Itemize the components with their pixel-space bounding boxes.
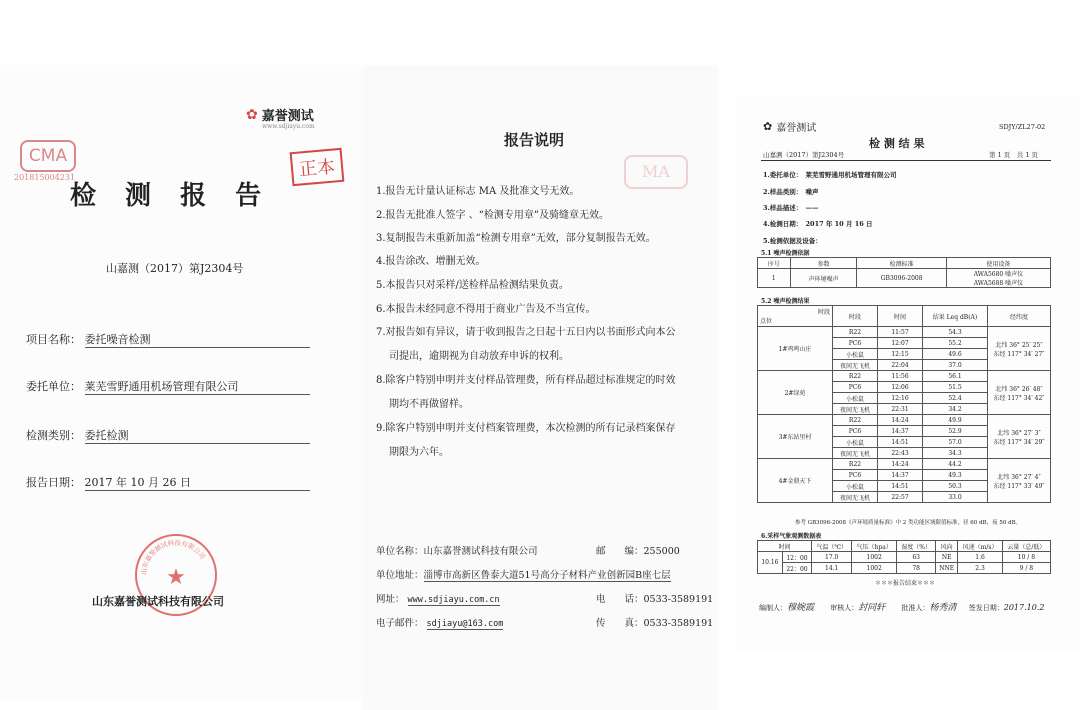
note-item: 5.本报告只对采样/送检样品检测结果负责。 bbox=[376, 280, 569, 291]
report-title: 检 测 报 告 bbox=[70, 181, 272, 211]
section-6: 6.采样气象观测数据表 bbox=[761, 533, 822, 540]
note-item: 7.对报告如有异议，请于收到报告之日起十五日内以书面形式向本公 bbox=[376, 327, 676, 338]
notes-title: 报告说明 bbox=[504, 131, 565, 149]
faint-ma-stamp: MA bbox=[624, 155, 688, 189]
weather-header: 云量（总/低） bbox=[1002, 541, 1050, 552]
field-label: 检测类别： bbox=[26, 429, 81, 442]
table-row bbox=[758, 459, 1051, 470]
form-code: SDJY/ZL27-02 bbox=[999, 123, 1046, 131]
coordinate-cell bbox=[988, 371, 1051, 415]
latitude: 北纬 36° 27′ 3″ bbox=[997, 429, 1041, 437]
leq-cell: 33.0 bbox=[923, 492, 988, 503]
table-row bbox=[758, 327, 1051, 338]
note-item: 1.报告无计量认证标志 MA 及批准文号无效。 bbox=[376, 186, 580, 197]
info-line: 4.检测日期： 2017 年 10 月 16 日 bbox=[763, 220, 873, 228]
results-table bbox=[757, 305, 1051, 503]
weather-header: 风向 bbox=[936, 541, 958, 552]
issue-date: 2017.10.2 bbox=[1003, 603, 1045, 612]
period-cell: 夜间无飞机 bbox=[833, 360, 878, 371]
time-cell: 12:15 bbox=[878, 349, 923, 360]
contact-email: 电子邮件： sdjiayu@163.com bbox=[376, 618, 504, 629]
results-header: 时间 bbox=[878, 306, 923, 327]
field-label: 项目名称： bbox=[26, 333, 81, 346]
basis-table bbox=[757, 257, 1051, 288]
results-header: 时段 bbox=[833, 306, 878, 327]
report-end-note: ＊＊＊报告结束＊＊＊ bbox=[875, 580, 936, 587]
header-rule bbox=[761, 160, 1051, 161]
site-cell: 3#东站里村 bbox=[758, 415, 833, 459]
logo-icon: ✿ bbox=[246, 106, 258, 123]
weather-header: 湿度（%） bbox=[897, 541, 936, 552]
basis-cell: 1 bbox=[758, 269, 791, 288]
info-line: 2.样品类别： 噪声 bbox=[763, 188, 819, 196]
company-logo bbox=[246, 105, 314, 124]
company-name: 山东嘉誉测试科技有限公司 bbox=[92, 595, 224, 608]
field-label: 报告日期： bbox=[26, 476, 81, 489]
weather-date: 10.16 bbox=[758, 552, 783, 574]
field-value: 莱芜雪野通用机场管理有限公司 bbox=[85, 378, 310, 395]
leq-cell: 34.2 bbox=[923, 404, 988, 415]
basis-cell: GB3096-2008 bbox=[857, 269, 946, 288]
basis-header: 序号 bbox=[758, 258, 791, 269]
logo-text: 嘉誉测试 bbox=[261, 109, 314, 124]
basis-header: 参数 bbox=[790, 258, 857, 269]
report-notes-page bbox=[362, 65, 718, 710]
results-logo bbox=[763, 119, 816, 134]
longitude: 东经 117° 34′ 42″ bbox=[993, 394, 1045, 402]
leq-cell: 52.9 bbox=[923, 426, 988, 437]
weather-cell: 22：00 bbox=[782, 563, 811, 574]
contact-unit: 单位名称：山东嘉誉测试科技有限公司 bbox=[376, 546, 538, 557]
time-cell: 14:24 bbox=[878, 459, 923, 470]
time-cell: 14:51 bbox=[878, 481, 923, 492]
period-cell: PC6 bbox=[833, 338, 878, 349]
period-cell: 夜间无飞机 bbox=[833, 404, 878, 415]
field-value: 委托检测 bbox=[85, 427, 310, 444]
page-info: 第 1 页 共 1 页 bbox=[989, 151, 1039, 159]
note-item: 期均不再做留样。 bbox=[389, 399, 469, 410]
reference-note: 参考 GB3096-2008《声环境质量标准》中 2 类功能区域限值标准，昼 60 dB，夜 50 dB。 bbox=[795, 520, 1022, 526]
logo-text: 嘉誉测试 bbox=[776, 123, 817, 134]
logo-icon: ✿ bbox=[763, 120, 773, 133]
leq-cell: 44.2 bbox=[923, 459, 988, 470]
time-cell: 14:51 bbox=[878, 437, 923, 448]
field-value: 2017 年 10 月 26 日 bbox=[85, 474, 310, 491]
results-report-no: 山嘉测（2017）第J2304号 bbox=[763, 151, 845, 159]
cma-stamp: CMA bbox=[20, 140, 76, 172]
time-cell: 12:16 bbox=[878, 393, 923, 404]
weather-cell: NNE bbox=[936, 563, 958, 574]
weather-cell: 10 / 8 bbox=[1002, 552, 1050, 563]
field-label: 委托单位： bbox=[26, 380, 81, 393]
leq-cell: 50.3 bbox=[923, 481, 988, 492]
leq-cell: 49.6 bbox=[923, 349, 988, 360]
weather-cell: NE bbox=[936, 552, 958, 563]
signature-line: 编制人：穆婉霞 审核人：封同轩 批准人：杨秀清 签发日期：2017.10.2 bbox=[759, 603, 1045, 613]
leq-cell: 56.1 bbox=[923, 371, 988, 382]
contact-phone: 电 话：0533-3589191 bbox=[596, 594, 714, 605]
weather-cell: 9 / 8 bbox=[1002, 563, 1050, 574]
original-stamp: 正本 bbox=[290, 148, 345, 186]
leq-cell: 49.3 bbox=[923, 470, 988, 481]
period-cell: PC6 bbox=[833, 470, 878, 481]
note-item: 司提出，逾期视为自动放弃申诉的权利。 bbox=[389, 351, 569, 362]
leq-cell: 52.4 bbox=[923, 393, 988, 404]
weather-table bbox=[757, 540, 1051, 574]
field-category bbox=[26, 427, 310, 444]
basis-header: 使用设备 bbox=[946, 258, 1050, 269]
note-item: 2.报告无批准人签字 、“检测专用章”及骑缝章无效。 bbox=[376, 210, 609, 221]
weather-cell: 12：00 bbox=[782, 552, 811, 563]
weather-header: 时间 bbox=[758, 541, 812, 552]
period-cell: R22 bbox=[833, 371, 878, 382]
time-cell: 22:43 bbox=[878, 448, 923, 459]
period-cell: PC6 bbox=[833, 382, 878, 393]
time-cell: 22:04 bbox=[878, 360, 923, 371]
time-cell: 11:56 bbox=[878, 371, 923, 382]
period-cell: PC6 bbox=[833, 426, 878, 437]
results-header: 结果 Leq dB(A) bbox=[923, 306, 988, 327]
basis-cell bbox=[946, 269, 1050, 288]
contact-address: 单位地址：淄博市高新区鲁泰大道51号高分子材料产业创新园B座七层 bbox=[376, 570, 671, 581]
email-link[interactable]: sdjiayu@163.com bbox=[426, 619, 504, 629]
results-header-period-site: 时段 点位 bbox=[758, 306, 833, 327]
period-cell: 夜间无飞机 bbox=[833, 448, 878, 459]
test-results-page bbox=[735, 95, 1080, 650]
time-cell: 12:07 bbox=[878, 338, 923, 349]
leq-cell: 51.5 bbox=[923, 382, 988, 393]
coordinate-cell bbox=[988, 459, 1051, 503]
time-cell: 12:06 bbox=[878, 382, 923, 393]
leq-cell: 49.9 bbox=[923, 415, 988, 426]
contact-fax: 传 真：0533-3589191 bbox=[596, 618, 714, 629]
seal-text: 山东嘉誉测试科技有限公司 bbox=[139, 538, 207, 576]
info-line: 5.检测依据及设备： bbox=[763, 237, 822, 245]
weather-cell: 1.6 bbox=[958, 552, 1003, 563]
period-cell: 小松鼠 bbox=[833, 481, 878, 492]
longitude: 东经 117° 34′ 27″ bbox=[993, 350, 1045, 358]
editor-signature: 穆婉霞 bbox=[787, 603, 815, 613]
period-cell: R22 bbox=[833, 459, 878, 470]
site-cell: 1#鸡鸣山庄 bbox=[758, 327, 833, 371]
contact-postcode: 邮 编：255000 bbox=[596, 546, 680, 557]
device-1: AWA5680 噪声仪 bbox=[973, 271, 1024, 278]
period-cell: R22 bbox=[833, 415, 878, 426]
time-cell: 22:31 bbox=[878, 404, 923, 415]
table-row bbox=[758, 371, 1051, 382]
note-item: 6.本报告未经同意不得用于商业广告及不当宣传。 bbox=[376, 304, 596, 315]
results-title: 检 测 结 果 bbox=[869, 137, 925, 150]
seal-star-icon: ★ bbox=[166, 565, 186, 590]
latitude: 北纬 36° 26′ 48″ bbox=[995, 385, 1043, 393]
results-header-row bbox=[758, 306, 1051, 327]
period-cell: 小松鼠 bbox=[833, 437, 878, 448]
weather-cell: 78 bbox=[897, 563, 936, 574]
time-cell: 11:57 bbox=[878, 327, 923, 338]
time-cell: 22:57 bbox=[878, 492, 923, 503]
website-link[interactable]: www.sdjiayu.com.cn bbox=[407, 595, 500, 605]
leq-cell: 37.0 bbox=[923, 360, 988, 371]
report-number: 山嘉测（2017）第J2304号 bbox=[106, 262, 244, 275]
period-cell: 小松鼠 bbox=[833, 393, 878, 404]
longitude: 东经 117° 33′ 49″ bbox=[993, 482, 1045, 490]
approver-signature: 杨秀清 bbox=[929, 603, 957, 613]
period-cell: R22 bbox=[833, 327, 878, 338]
field-project-name bbox=[26, 331, 310, 348]
note-item: 3.复制报告未重新加盖“检测专用章”无效，部分复制报告无效。 bbox=[376, 233, 656, 244]
leq-cell: 55.2 bbox=[923, 338, 988, 349]
latitude: 北纬 36° 27′ 4″ bbox=[997, 473, 1041, 481]
report-cover-page bbox=[0, 65, 362, 700]
field-report-date bbox=[26, 474, 310, 491]
logo-subtext: www.sdjiayu.com bbox=[262, 123, 315, 130]
site-cell: 4#金鼎天下 bbox=[758, 459, 833, 503]
weather-cell: 17.0 bbox=[812, 552, 852, 563]
reviewer-signature: 封同轩 bbox=[858, 603, 886, 613]
longitude: 东经 117° 34′ 29″ bbox=[993, 438, 1045, 446]
device-2: AWA5688 噪声仪 bbox=[973, 280, 1024, 287]
period-cell: 夜间无飞机 bbox=[833, 492, 878, 503]
time-cell: 14:24 bbox=[878, 415, 923, 426]
info-line: 3.样品描述： —— bbox=[763, 204, 819, 212]
time-cell: 14:37 bbox=[878, 470, 923, 481]
field-value: 委托噪音检测 bbox=[85, 331, 310, 348]
leq-cell: 57.0 bbox=[923, 437, 988, 448]
field-client bbox=[26, 378, 310, 395]
weather-cell: 63 bbox=[897, 552, 936, 563]
note-item: 9.除客户特别申明并支付档案管理费，本次检测的所有记录档案保存 bbox=[376, 423, 676, 434]
weather-cell: 14.1 bbox=[812, 563, 852, 574]
basis-cell: 声环境噪声 bbox=[790, 269, 857, 288]
weather-cell: 1002 bbox=[852, 563, 897, 574]
time-cell: 14:37 bbox=[878, 426, 923, 437]
coordinate-cell bbox=[988, 327, 1051, 371]
section-5-2: 5.2 噪声检测结果 bbox=[761, 298, 810, 305]
weather-cell: 1002 bbox=[852, 552, 897, 563]
leq-cell: 54.3 bbox=[923, 327, 988, 338]
period-cell: 小松鼠 bbox=[833, 349, 878, 360]
contact-web: 网址： www.sdjiayu.com.cn bbox=[376, 594, 500, 605]
note-item: 4.报告涂改、增删无效。 bbox=[376, 256, 486, 267]
weather-cell: 2.3 bbox=[958, 563, 1003, 574]
cma-number: 201815004231 bbox=[14, 173, 76, 182]
section-5-1: 5.1 噪声检测依据 bbox=[761, 250, 810, 257]
table-row bbox=[758, 415, 1051, 426]
weather-header: 气压（hpa） bbox=[852, 541, 897, 552]
weather-header: 气温（℃） bbox=[812, 541, 852, 552]
coordinate-cell bbox=[988, 415, 1051, 459]
site-cell: 2#绿苑 bbox=[758, 371, 833, 415]
leq-cell: 34.3 bbox=[923, 448, 988, 459]
note-item: 期限为六年。 bbox=[389, 447, 449, 458]
basis-header: 检测标准 bbox=[857, 258, 946, 269]
latitude: 北纬 36° 25′ 25″ bbox=[995, 341, 1043, 349]
results-header: 经纬度 bbox=[988, 306, 1051, 327]
weather-header: 风速（m/s） bbox=[958, 541, 1003, 552]
info-line: 1.委托单位： 莱芜雪野通用机场管理有限公司 bbox=[763, 171, 897, 179]
note-item: 8.除客户特别申明并支付样品管理费，所有样品超过标准规定的时效 bbox=[376, 375, 676, 386]
